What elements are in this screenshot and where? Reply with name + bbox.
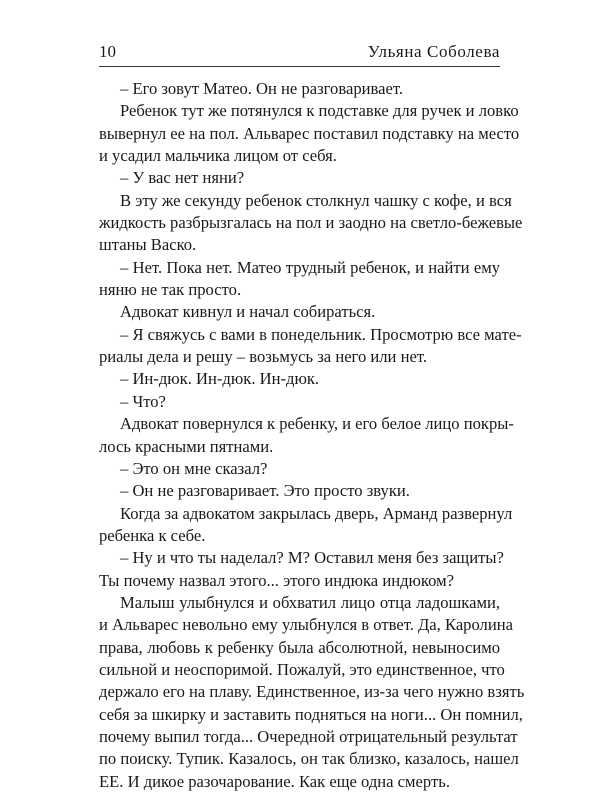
- text-line: держало его на плаву. Единственное, из-за чего нужно взять: [99, 682, 525, 702]
- text-line: себя за шкирку и заставить подняться на ноги... Он помнил,: [99, 704, 523, 724]
- text-line: ребенка к себе.: [99, 525, 206, 545]
- text-line: почему выпил тогда... Очередной отрицательный результат: [99, 726, 518, 746]
- text-line: штаны Васко.: [99, 235, 197, 255]
- text-line: – Нет. Пока нет. Матео трудный ребенок, и найти ему: [120, 257, 500, 277]
- text-line: – Ну и что ты наделал? М? Оставил меня без защиты?: [120, 548, 504, 568]
- author-name: Ульяна Соболева: [367, 42, 500, 61]
- text-line: Ребенок тут же потянулся к подставке для ручек и ловко: [120, 101, 519, 121]
- text-line: – Это он мне сказал?: [120, 458, 268, 478]
- body-text: [99, 78, 525, 793]
- text-line: Ты почему назвал этого... этого индюка индюком?: [99, 570, 454, 590]
- running-header: [99, 40, 500, 64]
- text-line: риалы дела и решу – возьмусь за него или нет.: [99, 347, 427, 367]
- text-line: – Что?: [120, 391, 166, 411]
- text-line: – Его зовут Матео. Он не разговаривает.: [120, 79, 404, 98]
- text-line: сильной и неоспоримой. Пожалуй, это единственное, что: [99, 659, 505, 679]
- text-line: права, любовь к ребенку была абсолютной, невыносимо: [99, 637, 500, 657]
- text-line: Адвокат кивнул и начал собираться.: [120, 302, 376, 322]
- text-line: лось красными пятнами.: [99, 436, 274, 456]
- text-line: жидкость разбрызгалась на пол и заодно на светло-бежевые: [99, 213, 523, 233]
- text-line: Когда за адвокатом закрылась дверь, Арманд развернул: [120, 503, 513, 523]
- text-line: В эту же секунду ребенок столкнул чашку с кофе, и вся: [120, 190, 512, 210]
- text-line: вывернул ее на пол. Альварес поставил подставку на место: [99, 123, 520, 143]
- text-line: и усадил мальчика лицом от себя.: [99, 146, 337, 166]
- header-rule: [99, 66, 500, 67]
- text-line: – Он не разговаривает. Это просто звуки.: [120, 481, 410, 501]
- text-line: няню не так просто.: [99, 280, 242, 300]
- text-line: Адвокат повернулся к ребенку, и его белое лицо покры-: [120, 414, 514, 434]
- text-line: и Альварес невольно ему улыбнулся в ответ. Да, Каролина: [99, 615, 513, 635]
- page-number: 10: [99, 42, 116, 61]
- text-line: Малыш улыбнулся и обхватил лицо отца ладошками,: [120, 592, 500, 612]
- text-line: по поиску. Тупик. Казалось, он так близко, казалось, нашел: [99, 749, 519, 769]
- text-line: – Ин-дюк. Ин-дюк. Ин-дюк.: [120, 369, 320, 389]
- text-line: – Я свяжусь с вами в понедельник. Просмотрю все мате-: [120, 324, 522, 344]
- text-line: ЕЕ. И дикое разочарование. Как еще одна смерть.: [99, 771, 450, 791]
- text-line: – У вас нет няни?: [120, 168, 245, 188]
